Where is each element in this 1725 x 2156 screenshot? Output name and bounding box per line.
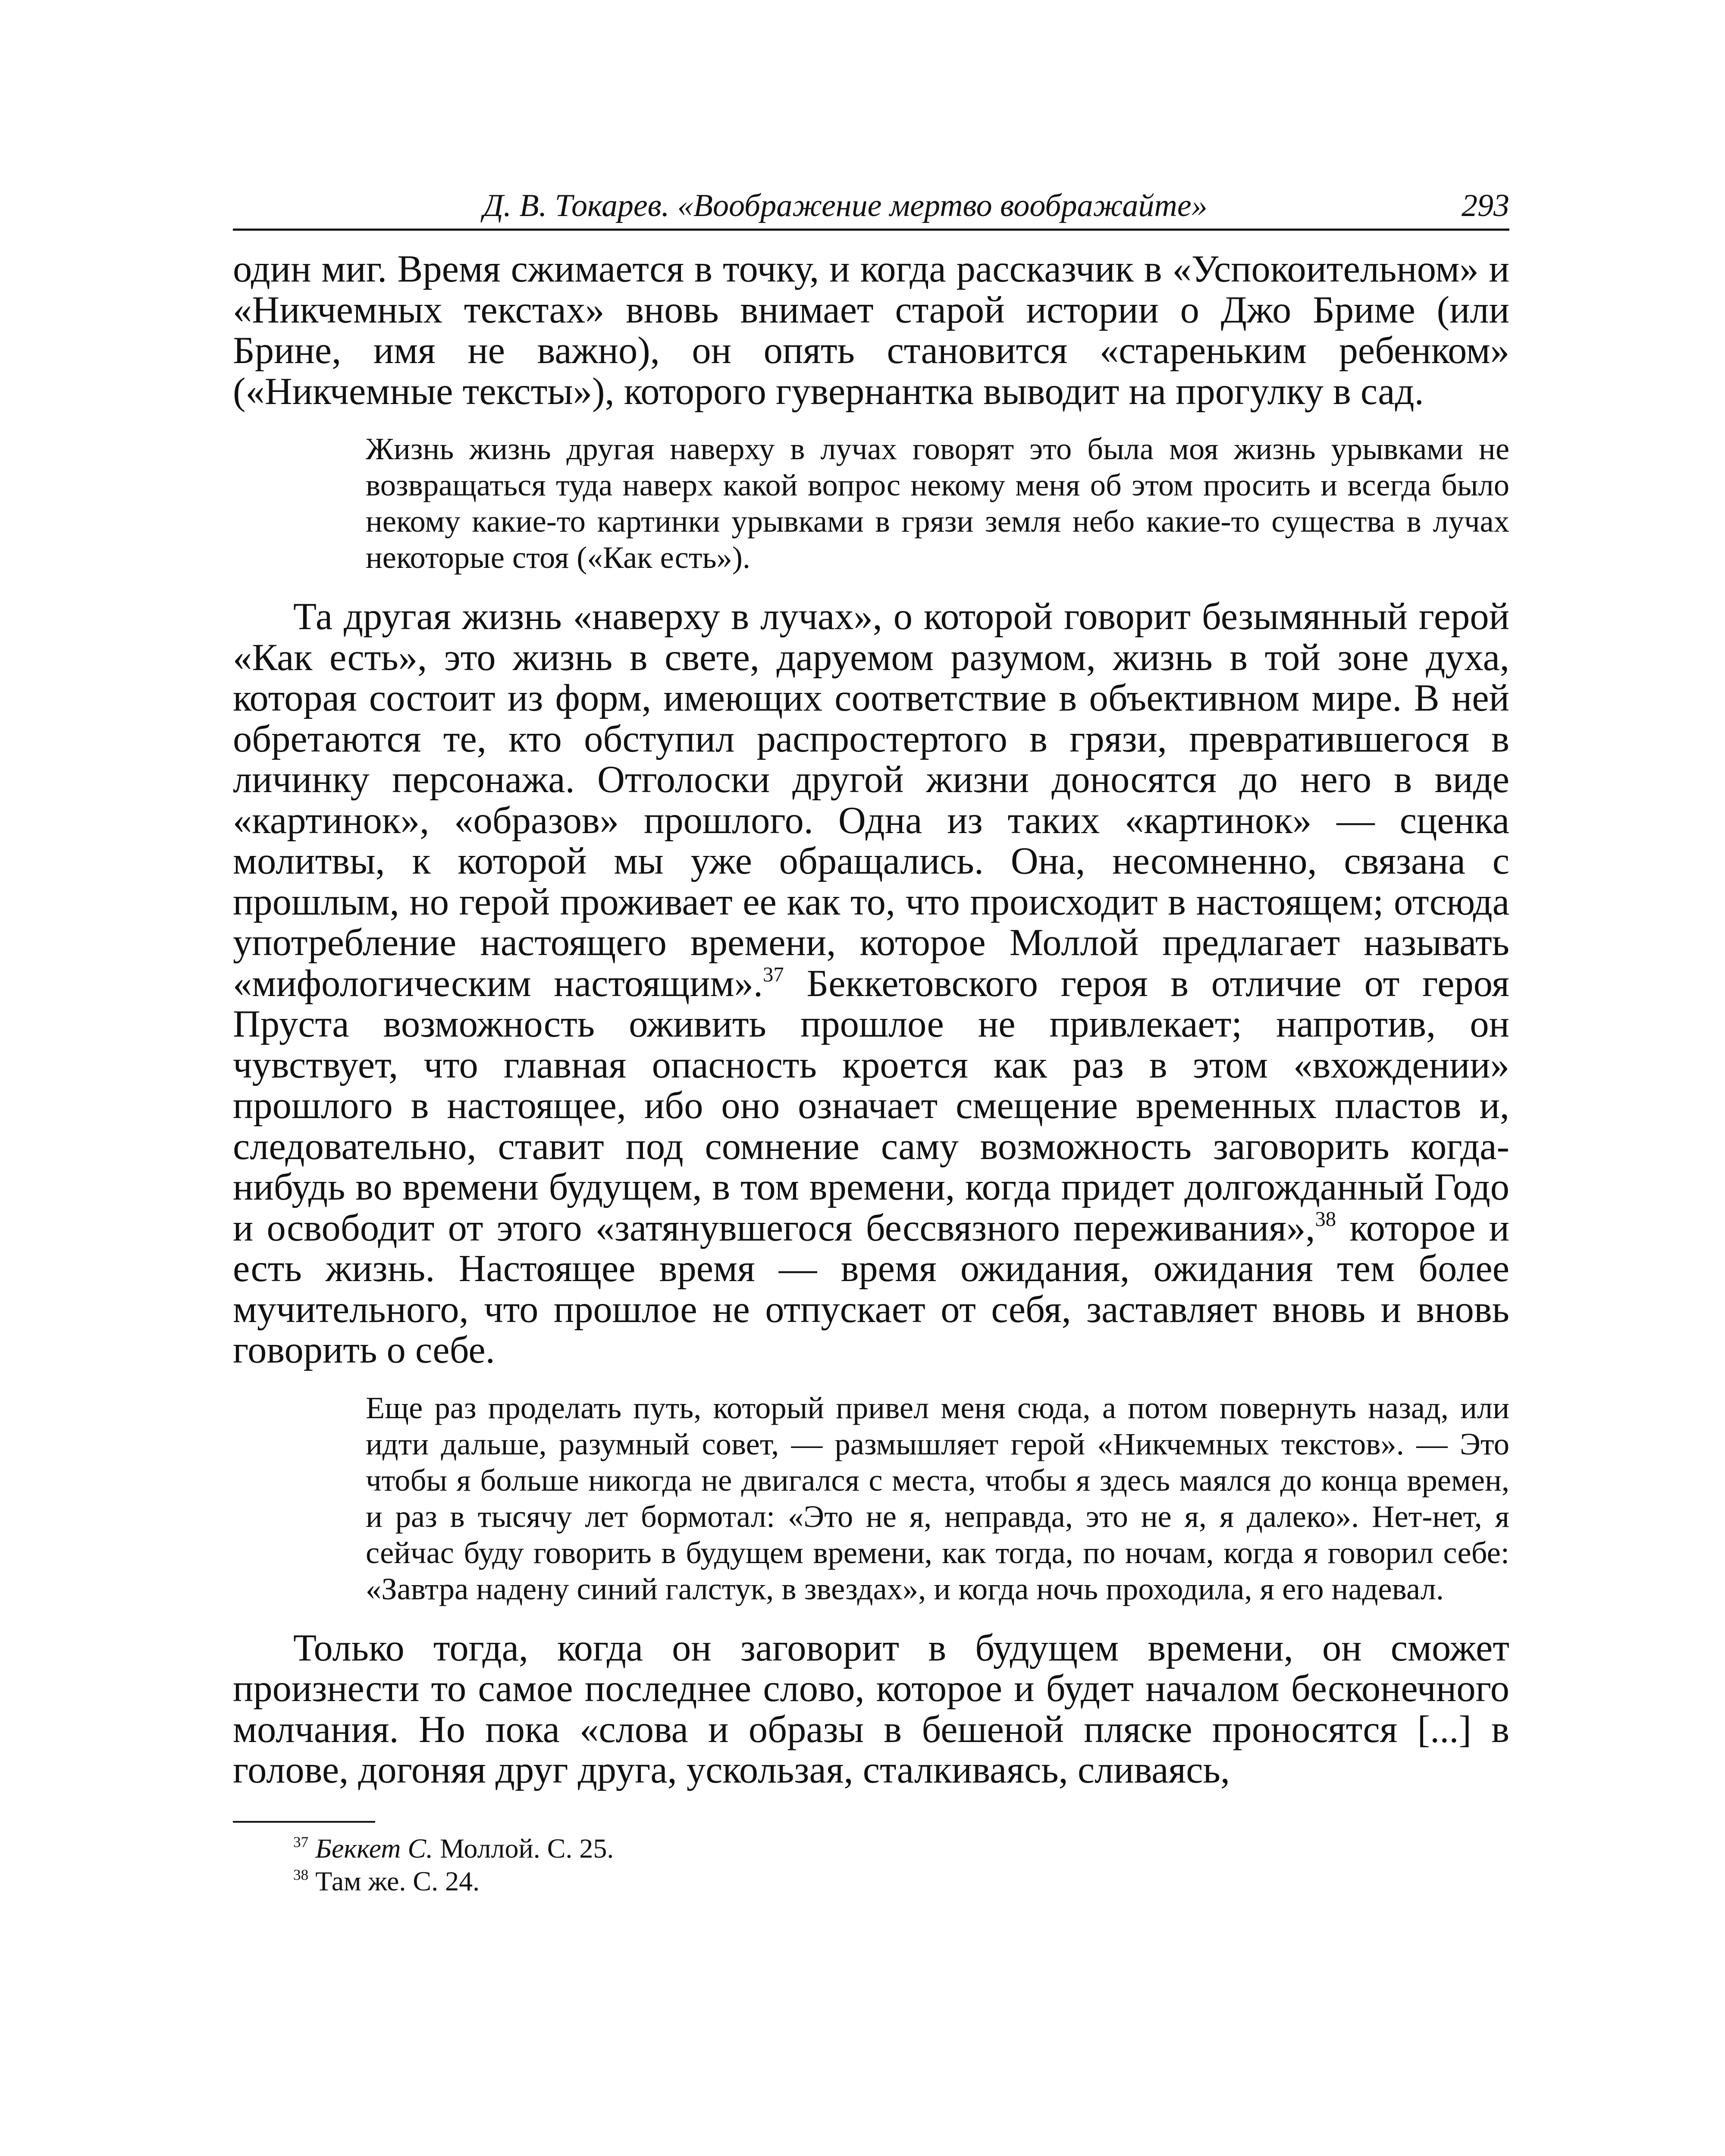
footnote-ref-37[interactable]: 37: [763, 962, 784, 986]
footnote-text: Моллой. С. 25.: [433, 1833, 614, 1864]
block-quote-texts-for-nothing: Еще раз проделать путь, который привел меня сюда, а потом повернуть назад, или идти дальше, разумный совет, — размышляет герой «Никчемных текстов». — Это чтобы я больше никогда не двигался с места, чтобы я здесь маялся до конца времен, и раз в тысячу лет бормотал: «Это не я, неправда, это не я, я далеко». Нет-нет, я сейчас буду говорить в будущем времени, как тогда, по ночам, когда я говорил себе: «Завтра надену синий галстук, в звездах», и когда ночь проходила, я его надевал.: [366, 1390, 1509, 1606]
paragraph-continued: один миг. Время сжимается в точку, и когда рассказчик в «Успокоительном» и «Никчемных текстах» вновь внимает старой истории о Джо Бриме (или Брине, имя не важно), он опять становится «стареньким ребенком» («Никчемные тексты»), которого гувернантка выводит на прогулку в сад.: [233, 248, 1509, 413]
block-quote-how-it-is: Жизнь жизнь другая наверху в лучах говорят это была моя жизнь урывками не возвращаться туда наверх какой вопрос некому меня об этом просить и всегда было некому какие-то картинки урывками в грязи земля небо какие-то существа в лучах некоторые стоя («Как есть»).: [366, 431, 1509, 575]
paragraph-text-part-3: которое и есть жизнь. Настоящее время — время ожидания, ожидания тем более мучительного, что прошлое не отпускает от себя, заставляет вновь и вновь говорить о себе.: [233, 1206, 1509, 1371]
running-title: Д. В. Токарев. «Воображение мертво воображайте»: [483, 188, 1208, 223]
paragraph-other-life: [233, 596, 1509, 1371]
page-number: 293: [1462, 188, 1509, 223]
footnote-38: [293, 1865, 1509, 1898]
main-text: [233, 249, 1509, 1791]
book-page: [233, 181, 1509, 1898]
footnote-text: Там же. С. 24.: [315, 1865, 480, 1896]
footnotes: [293, 1832, 1509, 1898]
paragraph-text-part-1: Та другая жизнь «наверху в лучах», о которой говорит безымянный герой «Как есть», это жизнь в свете, даруемом разумом, жизнь в той зоне духа, которая состоит из форм, имеющих соответствие в объективном мире. В ней обретаются те, кто обступил распростертого в грязи, превратившегося в личинку персонажа. Отголоски другой жизни доносятся до него в виде «картинок», «образов» прошлого. Одна из таких «картинок» — сценка молитвы, к которой мы уже обращались. Она, несомненно, связана с прошлым, но герой проживает ее как то, что происходит в настоящем; отсюда употребление настоящего времени, которое Моллой предлагает называть «мифологическим настоящим».: [233, 595, 1509, 1005]
footnote-number: 37: [293, 1833, 309, 1850]
running-header: [233, 181, 1509, 231]
footnote-divider: [233, 1821, 375, 1823]
footnote-author: Беккет С.: [315, 1833, 433, 1864]
footnote-37: [293, 1832, 1509, 1865]
paragraph-future-tense: Только тогда, когда он заговорит в будущем времени, он сможет произнести то самое последнее слово, которое и будет началом бесконечного молчания. Но пока «слова и образы в бешеной пляске проносятся [...] в голове, догоняя друг друга, ускользая, сталкиваясь, сливаясь,: [233, 1626, 1509, 1791]
footnote-number: 38: [293, 1866, 309, 1883]
paragraph-text-part-2: Беккетовского героя в отличие от героя Пруста возможность оживить прошлое не привлекает; напротив, он чувствует, что главная опасность кроется как раз в этом «вхождении» прошлого в настоящее, ибо оно означает смещение временных пластов и, следовательно, ставит под сомнение саму возможность заговорить когда-нибудь во времени будущем, в том времени, когда придет долгожданный Годо и освободит от этого «затянувшегося бессвязного переживания»,: [233, 962, 1510, 1249]
footnote-ref-38[interactable]: 38: [1315, 1207, 1336, 1231]
